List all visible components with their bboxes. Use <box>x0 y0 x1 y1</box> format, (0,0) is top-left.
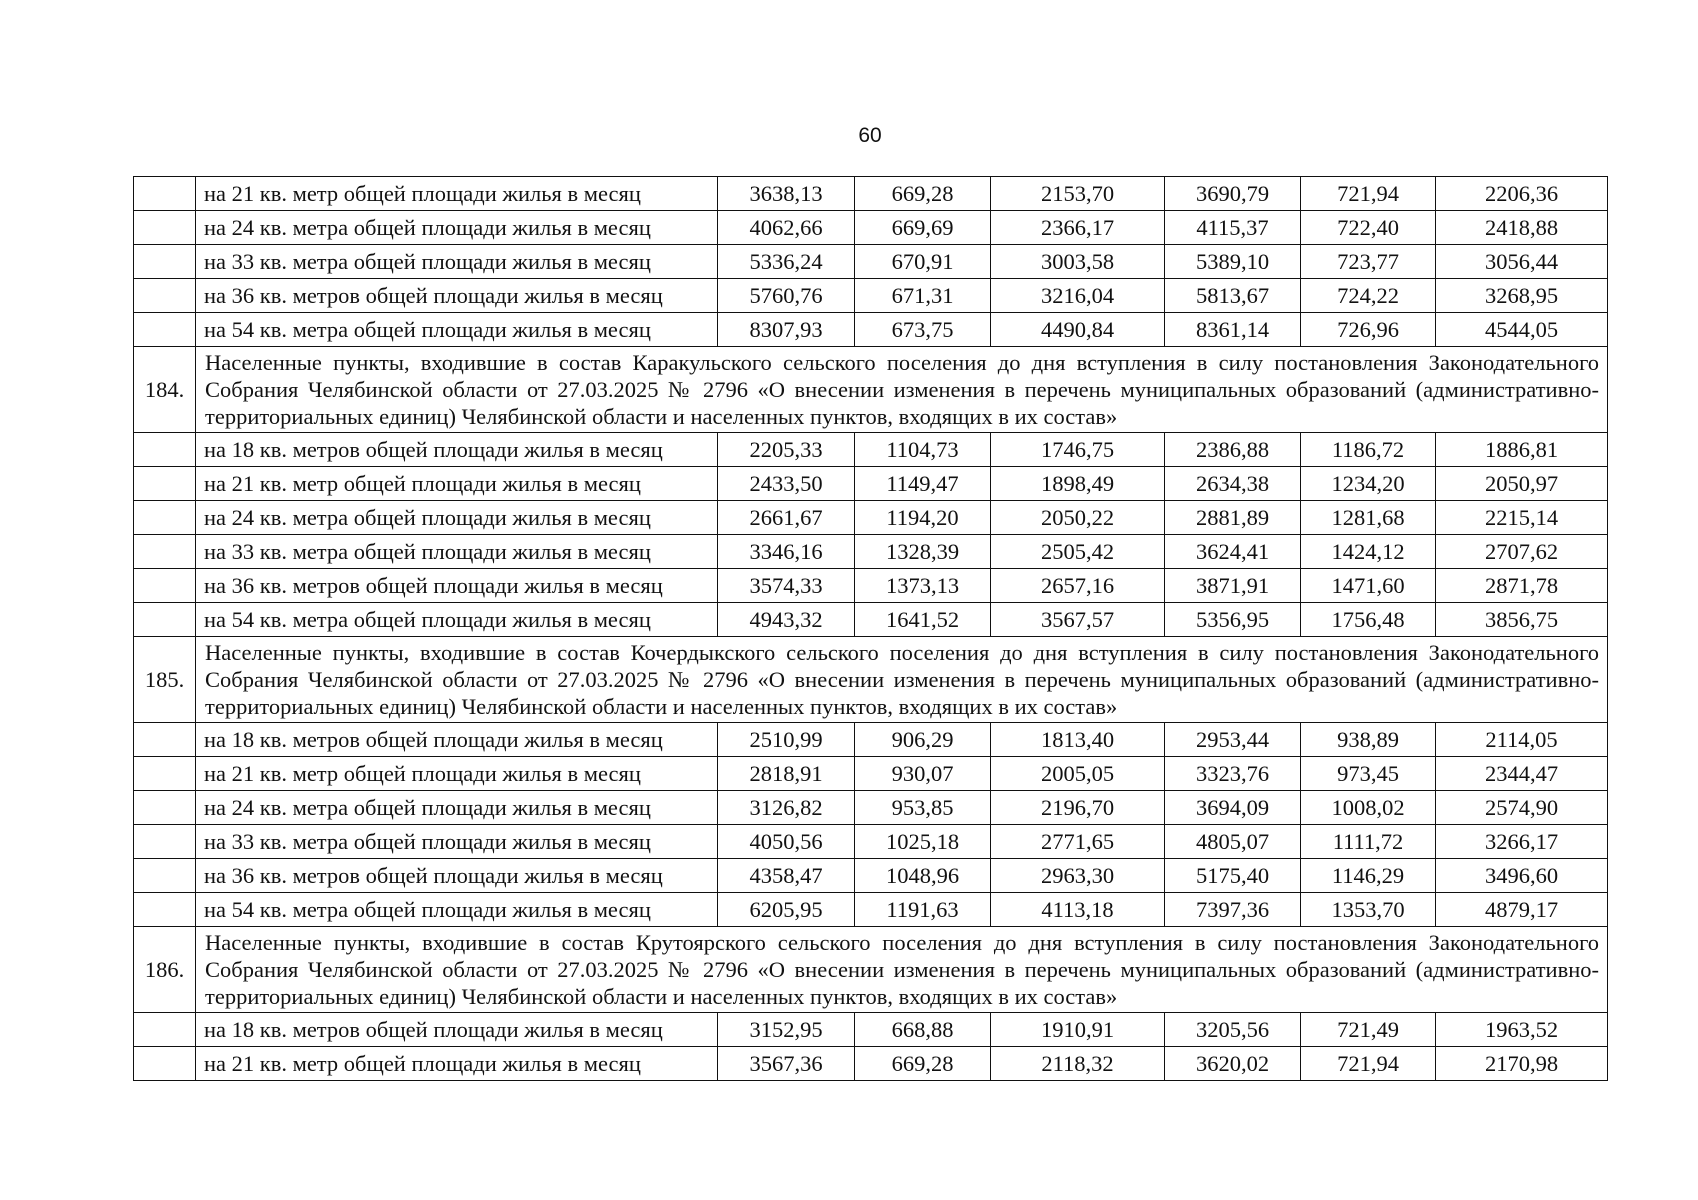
value-cell: 3574,33 <box>718 569 855 603</box>
value-cell: 4943,32 <box>718 603 855 637</box>
index-cell <box>134 1013 196 1047</box>
value-cell: 2114,05 <box>1436 723 1608 757</box>
table-row <box>134 535 1608 569</box>
value-cell: 3205,56 <box>1165 1013 1301 1047</box>
value-cell: 3126,82 <box>718 791 855 825</box>
table-row <box>134 791 1608 825</box>
value-cell: 2215,14 <box>1436 501 1608 535</box>
value-cell: 1756,48 <box>1301 603 1436 637</box>
section-header-row <box>134 927 1608 1013</box>
index-cell <box>134 501 196 535</box>
table-body <box>134 177 1608 1081</box>
value-cell: 953,85 <box>855 791 991 825</box>
value-cell: 8361,14 <box>1165 313 1301 347</box>
value-cell: 1353,70 <box>1301 893 1436 927</box>
value-cell: 3003,58 <box>991 245 1165 279</box>
index-cell <box>134 825 196 859</box>
table-row <box>134 825 1608 859</box>
value-cell: 2661,67 <box>718 501 855 535</box>
table-row <box>134 313 1608 347</box>
value-cell: 3620,02 <box>1165 1047 1301 1081</box>
table-row <box>134 211 1608 245</box>
value-cell: 1328,39 <box>855 535 991 569</box>
value-cell: 1281,68 <box>1301 501 1436 535</box>
value-cell: 2344,47 <box>1436 757 1608 791</box>
value-cell: 2386,88 <box>1165 433 1301 467</box>
table-row <box>134 569 1608 603</box>
value-cell: 726,96 <box>1301 313 1436 347</box>
value-cell: 2818,91 <box>718 757 855 791</box>
value-cell: 3871,91 <box>1165 569 1301 603</box>
value-cell: 2771,65 <box>991 825 1165 859</box>
row-label: на 33 кв. метра общей площади жилья в месяц <box>196 535 718 569</box>
value-cell: 2953,44 <box>1165 723 1301 757</box>
row-label: на 54 кв. метра общей площади жилья в месяц <box>196 893 718 927</box>
index-cell <box>134 893 196 927</box>
value-cell: 2657,16 <box>991 569 1165 603</box>
row-label: на 21 кв. метр общей площади жилья в месяц <box>196 1047 718 1081</box>
table-row <box>134 501 1608 535</box>
value-cell: 4113,18 <box>991 893 1165 927</box>
value-cell: 2170,98 <box>1436 1047 1608 1081</box>
value-cell: 2153,70 <box>991 177 1165 211</box>
value-cell: 973,45 <box>1301 757 1436 791</box>
value-cell: 724,22 <box>1301 279 1436 313</box>
value-cell: 938,89 <box>1301 723 1436 757</box>
value-cell: 4062,66 <box>718 211 855 245</box>
value-cell: 2963,30 <box>991 859 1165 893</box>
value-cell: 669,28 <box>855 1047 991 1081</box>
value-cell: 3266,17 <box>1436 825 1608 859</box>
section-title: Населенные пункты, входившие в состав Каракульского сельского поселения до дня вступления в силу постановления Законодательного Собрания Челябинской области от 27.03.2025 № 2796 «О внесении изменения в перечень муниципальных образований (административно-территориальных единиц) Челябинской области и населенных пунктов, входящих в их состав» <box>196 347 1608 433</box>
row-label: на 33 кв. метра общей площади жилья в месяц <box>196 825 718 859</box>
value-cell: 8307,93 <box>718 313 855 347</box>
value-cell: 2050,22 <box>991 501 1165 535</box>
table-row <box>134 603 1608 637</box>
value-cell: 930,07 <box>855 757 991 791</box>
page-number: 60 <box>858 124 882 147</box>
value-cell: 4115,37 <box>1165 211 1301 245</box>
value-cell: 2574,90 <box>1436 791 1608 825</box>
value-cell: 3496,60 <box>1436 859 1608 893</box>
value-cell: 4544,05 <box>1436 313 1608 347</box>
value-cell: 5813,67 <box>1165 279 1301 313</box>
value-cell: 2206,36 <box>1436 177 1608 211</box>
section-index: 186. <box>134 927 196 1013</box>
value-cell: 723,77 <box>1301 245 1436 279</box>
value-cell: 2433,50 <box>718 467 855 501</box>
value-cell: 5760,76 <box>718 279 855 313</box>
row-label: на 36 кв. метров общей площади жилья в месяц <box>196 569 718 603</box>
value-cell: 3056,44 <box>1436 245 1608 279</box>
index-cell <box>134 177 196 211</box>
table-row <box>134 723 1608 757</box>
index-cell <box>134 757 196 791</box>
table-row <box>134 467 1608 501</box>
value-cell: 1963,52 <box>1436 1013 1608 1047</box>
value-cell: 3694,09 <box>1165 791 1301 825</box>
value-cell: 3690,79 <box>1165 177 1301 211</box>
value-cell: 721,94 <box>1301 177 1436 211</box>
value-cell: 4358,47 <box>718 859 855 893</box>
index-cell <box>134 279 196 313</box>
row-label: на 54 кв. метра общей площади жилья в месяц <box>196 313 718 347</box>
value-cell: 5336,24 <box>718 245 855 279</box>
value-cell: 3624,41 <box>1165 535 1301 569</box>
table-row <box>134 757 1608 791</box>
row-label: на 18 кв. метров общей площади жилья в месяц <box>196 433 718 467</box>
value-cell: 673,75 <box>855 313 991 347</box>
value-cell: 668,88 <box>855 1013 991 1047</box>
index-cell <box>134 723 196 757</box>
value-cell: 2505,42 <box>991 535 1165 569</box>
value-cell: 722,40 <box>1301 211 1436 245</box>
section-title: Населенные пункты, входившие в состав Крутоярского сельского поселения до дня вступления в силу постановления Законодательного Собрания Челябинской области от 27.03.2025 № 2796 «О внесении изменения в перечень муниципальных образований (административно-территориальных единиц) Челябинской области и населенных пунктов, входящих в их состав» <box>196 927 1608 1013</box>
value-cell: 2707,62 <box>1436 535 1608 569</box>
value-cell: 1104,73 <box>855 433 991 467</box>
value-cell: 1373,13 <box>855 569 991 603</box>
value-cell: 2881,89 <box>1165 501 1301 535</box>
index-cell <box>134 569 196 603</box>
value-cell: 5389,10 <box>1165 245 1301 279</box>
section-index: 185. <box>134 637 196 723</box>
row-label: на 36 кв. метров общей площади жилья в месяц <box>196 279 718 313</box>
row-label: на 18 кв. метров общей площади жилья в месяц <box>196 1013 718 1047</box>
value-cell: 7397,36 <box>1165 893 1301 927</box>
value-cell: 1424,12 <box>1301 535 1436 569</box>
index-cell <box>134 467 196 501</box>
value-cell: 3268,95 <box>1436 279 1608 313</box>
section-header-row <box>134 637 1608 723</box>
value-cell: 3567,57 <box>991 603 1165 637</box>
value-cell: 5175,40 <box>1165 859 1301 893</box>
value-cell: 1471,60 <box>1301 569 1436 603</box>
index-cell <box>134 1047 196 1081</box>
value-cell: 1146,29 <box>1301 859 1436 893</box>
value-cell: 3856,75 <box>1436 603 1608 637</box>
table-row <box>134 893 1608 927</box>
table-row <box>134 1013 1608 1047</box>
value-cell: 2050,97 <box>1436 467 1608 501</box>
value-cell: 1234,20 <box>1301 467 1436 501</box>
value-cell: 1813,40 <box>991 723 1165 757</box>
value-cell: 1886,81 <box>1436 433 1608 467</box>
value-cell: 1898,49 <box>991 467 1165 501</box>
value-cell: 4490,84 <box>991 313 1165 347</box>
row-label: на 21 кв. метр общей площади жилья в месяц <box>196 177 718 211</box>
value-cell: 1025,18 <box>855 825 991 859</box>
table-row <box>134 1047 1608 1081</box>
value-cell: 1149,47 <box>855 467 991 501</box>
value-cell: 4805,07 <box>1165 825 1301 859</box>
section-title: Населенные пункты, входившие в состав Кочердыкского сельского поселения до дня вступления в силу постановления Законодательного Собрания Челябинской области от 27.03.2025 № 2796 «О внесении изменения в перечень муниципальных образований (административно-территориальных единиц) Челябинской области и населенных пунктов, входящих в их состав» <box>196 637 1608 723</box>
value-cell: 2510,99 <box>718 723 855 757</box>
row-label: на 54 кв. метра общей площади жилья в месяц <box>196 603 718 637</box>
index-cell <box>134 245 196 279</box>
value-cell: 3323,76 <box>1165 757 1301 791</box>
index-cell <box>134 535 196 569</box>
index-cell <box>134 211 196 245</box>
index-cell <box>134 433 196 467</box>
row-label: на 33 кв. метра общей площади жилья в месяц <box>196 245 718 279</box>
index-cell <box>134 603 196 637</box>
section-header-row <box>134 347 1608 433</box>
value-cell: 2871,78 <box>1436 569 1608 603</box>
table-row <box>134 279 1608 313</box>
value-cell: 1111,72 <box>1301 825 1436 859</box>
row-label: на 18 кв. метров общей площади жилья в месяц <box>196 723 718 757</box>
value-cell: 1194,20 <box>855 501 991 535</box>
index-cell <box>134 859 196 893</box>
section-index: 184. <box>134 347 196 433</box>
value-cell: 1048,96 <box>855 859 991 893</box>
value-cell: 1910,91 <box>991 1013 1165 1047</box>
value-cell: 669,69 <box>855 211 991 245</box>
value-cell: 2366,17 <box>991 211 1165 245</box>
value-cell: 721,94 <box>1301 1047 1436 1081</box>
value-cell: 4050,56 <box>718 825 855 859</box>
table-row <box>134 433 1608 467</box>
value-cell: 5356,95 <box>1165 603 1301 637</box>
value-cell: 669,28 <box>855 177 991 211</box>
tariff-table <box>133 176 1608 1081</box>
value-cell: 3346,16 <box>718 535 855 569</box>
table-row <box>134 177 1608 211</box>
value-cell: 671,31 <box>855 279 991 313</box>
row-label: на 24 кв. метра общей площади жилья в месяц <box>196 211 718 245</box>
value-cell: 1186,72 <box>1301 433 1436 467</box>
row-label: на 24 кв. метра общей площади жилья в месяц <box>196 501 718 535</box>
row-label: на 24 кв. метра общей площади жилья в месяц <box>196 791 718 825</box>
value-cell: 2118,32 <box>991 1047 1165 1081</box>
value-cell: 2196,70 <box>991 791 1165 825</box>
value-cell: 3216,04 <box>991 279 1165 313</box>
value-cell: 2205,33 <box>718 433 855 467</box>
value-cell: 1746,75 <box>991 433 1165 467</box>
value-cell: 6205,95 <box>718 893 855 927</box>
row-label: на 21 кв. метр общей площади жилья в месяц <box>196 757 718 791</box>
index-cell <box>134 791 196 825</box>
row-label: на 21 кв. метр общей площади жилья в месяц <box>196 467 718 501</box>
row-label: на 36 кв. метров общей площади жилья в месяц <box>196 859 718 893</box>
value-cell: 3638,13 <box>718 177 855 211</box>
value-cell: 2634,38 <box>1165 467 1301 501</box>
table-row <box>134 245 1608 279</box>
table-row <box>134 859 1608 893</box>
index-cell <box>134 313 196 347</box>
value-cell: 2005,05 <box>991 757 1165 791</box>
value-cell: 3152,95 <box>718 1013 855 1047</box>
value-cell: 1191,63 <box>855 893 991 927</box>
value-cell: 1641,52 <box>855 603 991 637</box>
value-cell: 3567,36 <box>718 1047 855 1081</box>
value-cell: 906,29 <box>855 723 991 757</box>
value-cell: 4879,17 <box>1436 893 1608 927</box>
value-cell: 670,91 <box>855 245 991 279</box>
value-cell: 1008,02 <box>1301 791 1436 825</box>
value-cell: 721,49 <box>1301 1013 1436 1047</box>
value-cell: 2418,88 <box>1436 211 1608 245</box>
